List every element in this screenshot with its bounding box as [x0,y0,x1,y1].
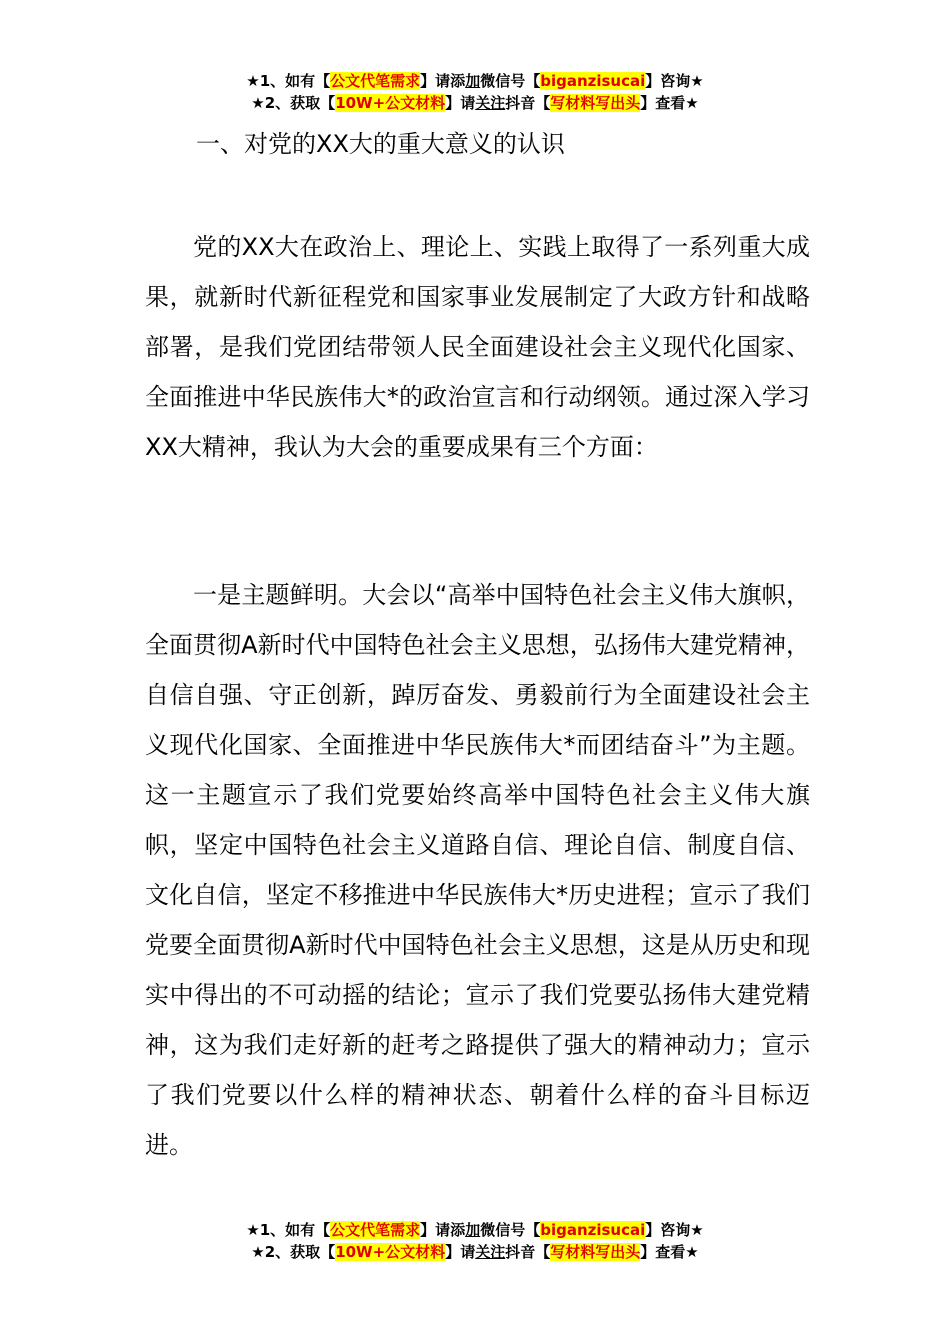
promo-underline: 关注 [475,94,506,112]
paragraph-1: 党的XX大在政治上、理论上、实践上取得了一系列重大成果，就新时代新征程党和国家事业发展制定了大政方针和战略部署，是我们党团结带领人民全面建设社会主义现代化国家、全面推进中华民族伟大*的政治宣言和行动纲领。通过深入学习XX大精神，我认为大会的重要成果有三个方面： [145,233,810,461]
promo-line-2 [0,1241,950,1263]
promo-highlight-wechat: biganzisucai [540,1221,646,1239]
promo-text: ★2、获取【 [251,94,336,112]
promo-text: 】请 [445,1243,476,1261]
promo-text: 】请添 [420,1221,466,1239]
promo-text: 微信号【 [480,72,541,90]
promo-highlight-douyin: 写材料写出头 [550,94,641,112]
promo-highlight: 10W+公文材料 [335,1243,446,1261]
promo-text: 】咨询★ [645,1221,704,1239]
promo-highlight: 10W+公文材料 [335,94,446,112]
promo-line-1 [0,1219,950,1241]
promo-underline: 加 [465,72,481,90]
paragraph-1-block [145,222,810,472]
promo-line-1 [0,70,950,92]
promo-text: ★2、获取【 [251,1243,336,1261]
promo-text: 】请 [445,94,476,112]
promo-highlight: 公文代笔需求 [330,1221,421,1239]
promo-highlight: 公文代笔需求 [330,72,421,90]
promo-text: ★1、如有【 [246,1221,331,1239]
promo-text: 抖音【 [505,1243,551,1261]
promo-banner-bottom [0,1219,950,1263]
promo-highlight-douyin: 写材料写出头 [550,1243,641,1261]
section-heading: 一、对党的XX大的重大意义的认识 [196,130,565,158]
paragraph-2: 一是主题鲜明。大会以“高举中国特色社会主义伟大旗帜，全面贯彻A新时代中国特色社会主义思想，弘扬伟大建党精神，自信自强、守正创新，踔厉奋发、勇毅前行为全面建设社会主义现代化国家、全面推进中华民族伟大*而团结奋斗”为主题。这一主题宣示了我们党要始终高举中国特色社会主义伟大旗帜，坚定中国特色社会主义道路自信、理论自信、制度自信、文化自信，坚定不移推进中华民族伟大*历史进程；宣示了我们党要全面贯彻A新时代中国特色社会主义思想，这是从历史和现实中得出的不可动摇的结论；宣示了我们党要弘扬伟大建党精神，这为我们走好新的赶考之路提供了强大的精神动力；宣示了我们党要以什么样的精神状态、朝着什么样的奋斗目标迈进。 [145,581,810,1159]
promo-banner-top [0,70,950,114]
promo-text: 】查看★ [640,1243,699,1261]
promo-line-2 [0,92,950,114]
promo-highlight-wechat: biganzisucai [540,72,646,90]
promo-text: ★1、如有【 [246,72,331,90]
promo-text: 】咨询★ [645,72,704,90]
promo-underline: 关注 [475,1243,506,1261]
promo-underline: 加 [465,1221,481,1239]
promo-text: 抖音【 [505,94,551,112]
promo-text: 微信号【 [480,1221,541,1239]
promo-text: 】请添 [420,72,466,90]
paragraph-2-block [145,570,810,1170]
promo-text: 】查看★ [640,94,699,112]
